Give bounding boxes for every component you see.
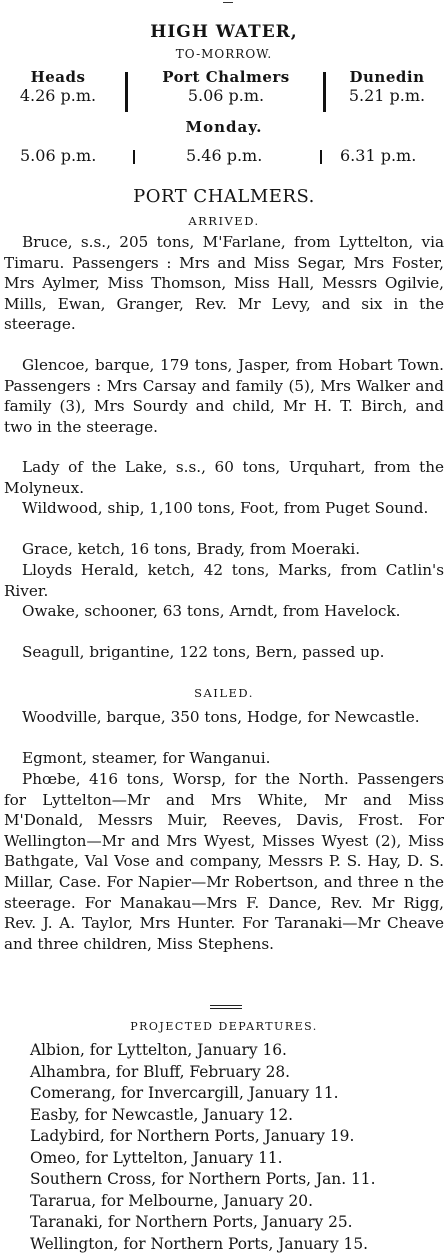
tide-place: Dunedin: [332, 68, 442, 86]
tide-column-port-chalmers: [140, 68, 312, 105]
monday-time-dunedin: 6.31 p.m.: [340, 146, 416, 165]
tide-place: Port Chalmers: [140, 68, 312, 86]
column-divider: [125, 72, 128, 112]
tide-time: 4.26 p.m.: [8, 86, 108, 105]
arrival-entry: Owake, schooner, 63 tons, Arndt, from Havelock.: [4, 601, 444, 622]
departure-item: Wellington, for Northern Ports, January 15.: [30, 1234, 446, 1255]
departure-item: Albion, for Lyttelton, January 16.: [30, 1040, 446, 1062]
tide-time: 5.21 p.m.: [332, 86, 442, 105]
arrival-entry: Lady of the Lake, s.s., 60 tons, Urquhart, from the Molyneux.: [4, 457, 444, 498]
departure-item: Taranaki, for Northern Ports, January 25.: [30, 1212, 446, 1234]
departure-item: Alhambra, for Bluff, February 28.: [30, 1062, 446, 1084]
arrival-entry: Bruce, s.s., 205 tons, M'Farlane, from Lyttelton, via Timaru. Passengers : Mrs and Miss Segar, Mrs Foster, Mrs Aylmer, Miss Thomson, Miss Hall, Messrs Ogilvie, Mills, Ewan, Granger, Rev. Mr Levy, and six in the steerage.: [4, 232, 444, 335]
monday-time-heads: 5.06 p.m.: [20, 146, 96, 165]
column-top-mark: [223, 2, 233, 3]
tide-place: Heads: [8, 68, 108, 86]
column-divider: [323, 72, 326, 112]
departure-item: Tararua, for Melbourne, January 20.: [30, 1191, 446, 1213]
arrival-entry: Grace, ketch, 16 tons, Brady, from Moeraki.: [4, 539, 444, 560]
projected-departures-heading: PROJECTED DEPARTURES.: [0, 1020, 448, 1033]
arrived-label: ARRIVED.: [0, 214, 448, 228]
tide-column-heads: [8, 68, 108, 105]
high-water-title: HIGH WATER,: [0, 22, 448, 42]
departure-item: Omeo, for Lyttelton, January 11.: [30, 1148, 446, 1170]
tide-time: 5.06 p.m.: [140, 86, 312, 105]
arrival-entry: Wildwood, ship, 1,100 tons, Foot, from Puget Sound.: [4, 498, 444, 519]
departure-item: Southern Cross, for Northern Ports, Jan. 11.: [30, 1169, 446, 1191]
sailing-entry: Egmont, steamer, for Wanganui.: [4, 748, 444, 769]
sailing-entry: Woodville, barque, 350 tons, Hodge, for Newcastle.: [4, 707, 444, 728]
departure-item: Ladybird, for Northern Ports, January 19.: [30, 1126, 446, 1148]
tide-column-dunedin: [332, 68, 442, 105]
arrival-entry: Seagull, brigantine, 122 tons, Bern, passed up.: [4, 642, 444, 663]
high-water-subtitle: TO-MORROW.: [0, 47, 448, 61]
monday-label: Monday.: [0, 118, 448, 136]
projected-departures-list: [30, 1040, 446, 1255]
column-divider: [320, 150, 322, 164]
column-divider: [133, 150, 135, 164]
monday-time-port-chalmers: 5.46 p.m.: [186, 146, 262, 165]
departure-item: Easby, for Newcastle, January 12.: [30, 1105, 446, 1127]
sailed-label: SAILED.: [0, 686, 448, 700]
divider-rule: [210, 1008, 242, 1009]
section-heading-port-chalmers: PORT CHALMERS.: [0, 186, 448, 207]
divider-rule: [210, 1005, 242, 1006]
arrival-entry: Glencoe, barque, 179 tons, Jasper, from Hobart Town. Passengers : Mrs Carsay and family (5), Mrs Walker and family (3), Mrs Sourdy and child, Mr H. T. Birch, and two in the steerage.: [4, 355, 444, 437]
departure-item: Comerang, for Invercargill, January 11.: [30, 1083, 446, 1105]
arrival-entry: Lloyds Herald, ketch, 42 tons, Marks, from Catlin's River.: [4, 560, 444, 601]
sailing-entry: Phœbe, 416 tons, Worsp, for the North. Passengers for Lyttelton—Mr and Mrs White, Mr and Miss M'Donald, Messrs Muir, Reeves, Davis, Frost. For Wellington—Mr and Mrs Wyest, Misses Wyest (2), Miss Bathgate, Val Vose and company, Messrs P. S. Hay, D. S. Millar, Case. For Napier—Mr Robertson, and three n the steerage. For Manakau—Mrs F. Dance, Rev. Mr Rigg, Rev. J. A. Taylor, Mrs Hunter. For Taranaki—Mr Cheave and three children, Miss Stephens.: [4, 769, 444, 954]
